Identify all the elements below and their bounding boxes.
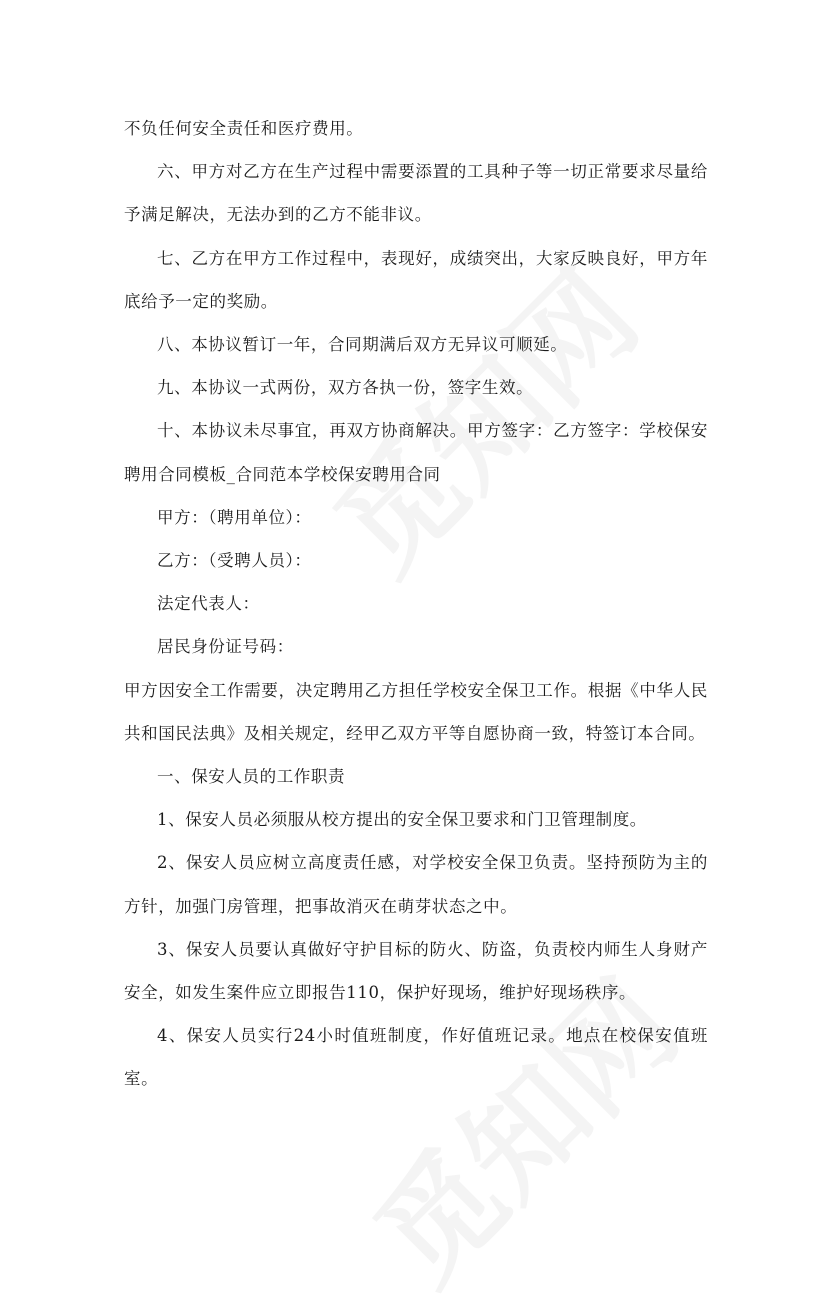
paragraph: 1、保安人员必须服从校方提出的安全保卫要求和门卫管理制度。 [157,810,647,830]
paragraph: 六、甲方对乙方在生产过程中需要添置的工具种子等一切正常要求尽量给予满足解决，无法办到的乙方不能非议。 [124,162,708,225]
paragraph: 法定代表人： [157,594,260,614]
paragraph: 2、保安人员应树立高度责任感，对学校安全保卫负责。坚持预防为主的方针，加强门房管理，把事故消灭在萌芽状态之中。 [124,853,708,916]
paragraph: 4、保安人员实行24小时值班制度，作好值班记录。地点在校保安值班室。 [124,1026,708,1089]
paragraph: 八、本协议暂订一年，合同期满后双方无异议可顺延。 [157,335,568,355]
paragraph: 居民身份证号码： [157,637,294,657]
paragraph: 七、乙方在甲方工作过程中，表现好，成绩突出，大家反映良好，甲方年底给予一定的奖励。 [124,248,708,311]
paragraph: 不负任何安全责任和医疗费用。 [124,119,364,138]
document-body [124,107,708,1101]
paragraph: 甲方因安全工作需要，决定聘用乙方担任学校安全保卫工作。根据《中华人民共和国民法典》及相关规定，经甲乙双方平等自愿协商一致，特签订本合同。 [124,680,708,743]
paragraph: 九、本协议一式两份，双方各执一份，签字生效。 [157,378,534,398]
paragraph: 乙方：（受聘人员）： [157,551,312,571]
section-heading: 一、保安人员的工作职责 [157,767,346,787]
paragraph: 甲方：（聘用单位）： [157,507,312,527]
paragraph: 3、保安人员要认真做好守护目标的防火、防盗，负责校内师生人身财产安全，如发生案件应立即报告110，保护好现场，维护好现场秩序。 [124,939,708,1003]
paragraph: 十、本协议未尽事宜，再双方协商解决。甲方签字：乙方签字：学校保安聘用合同模板_合同范本学校保安聘用合同 [124,421,708,484]
